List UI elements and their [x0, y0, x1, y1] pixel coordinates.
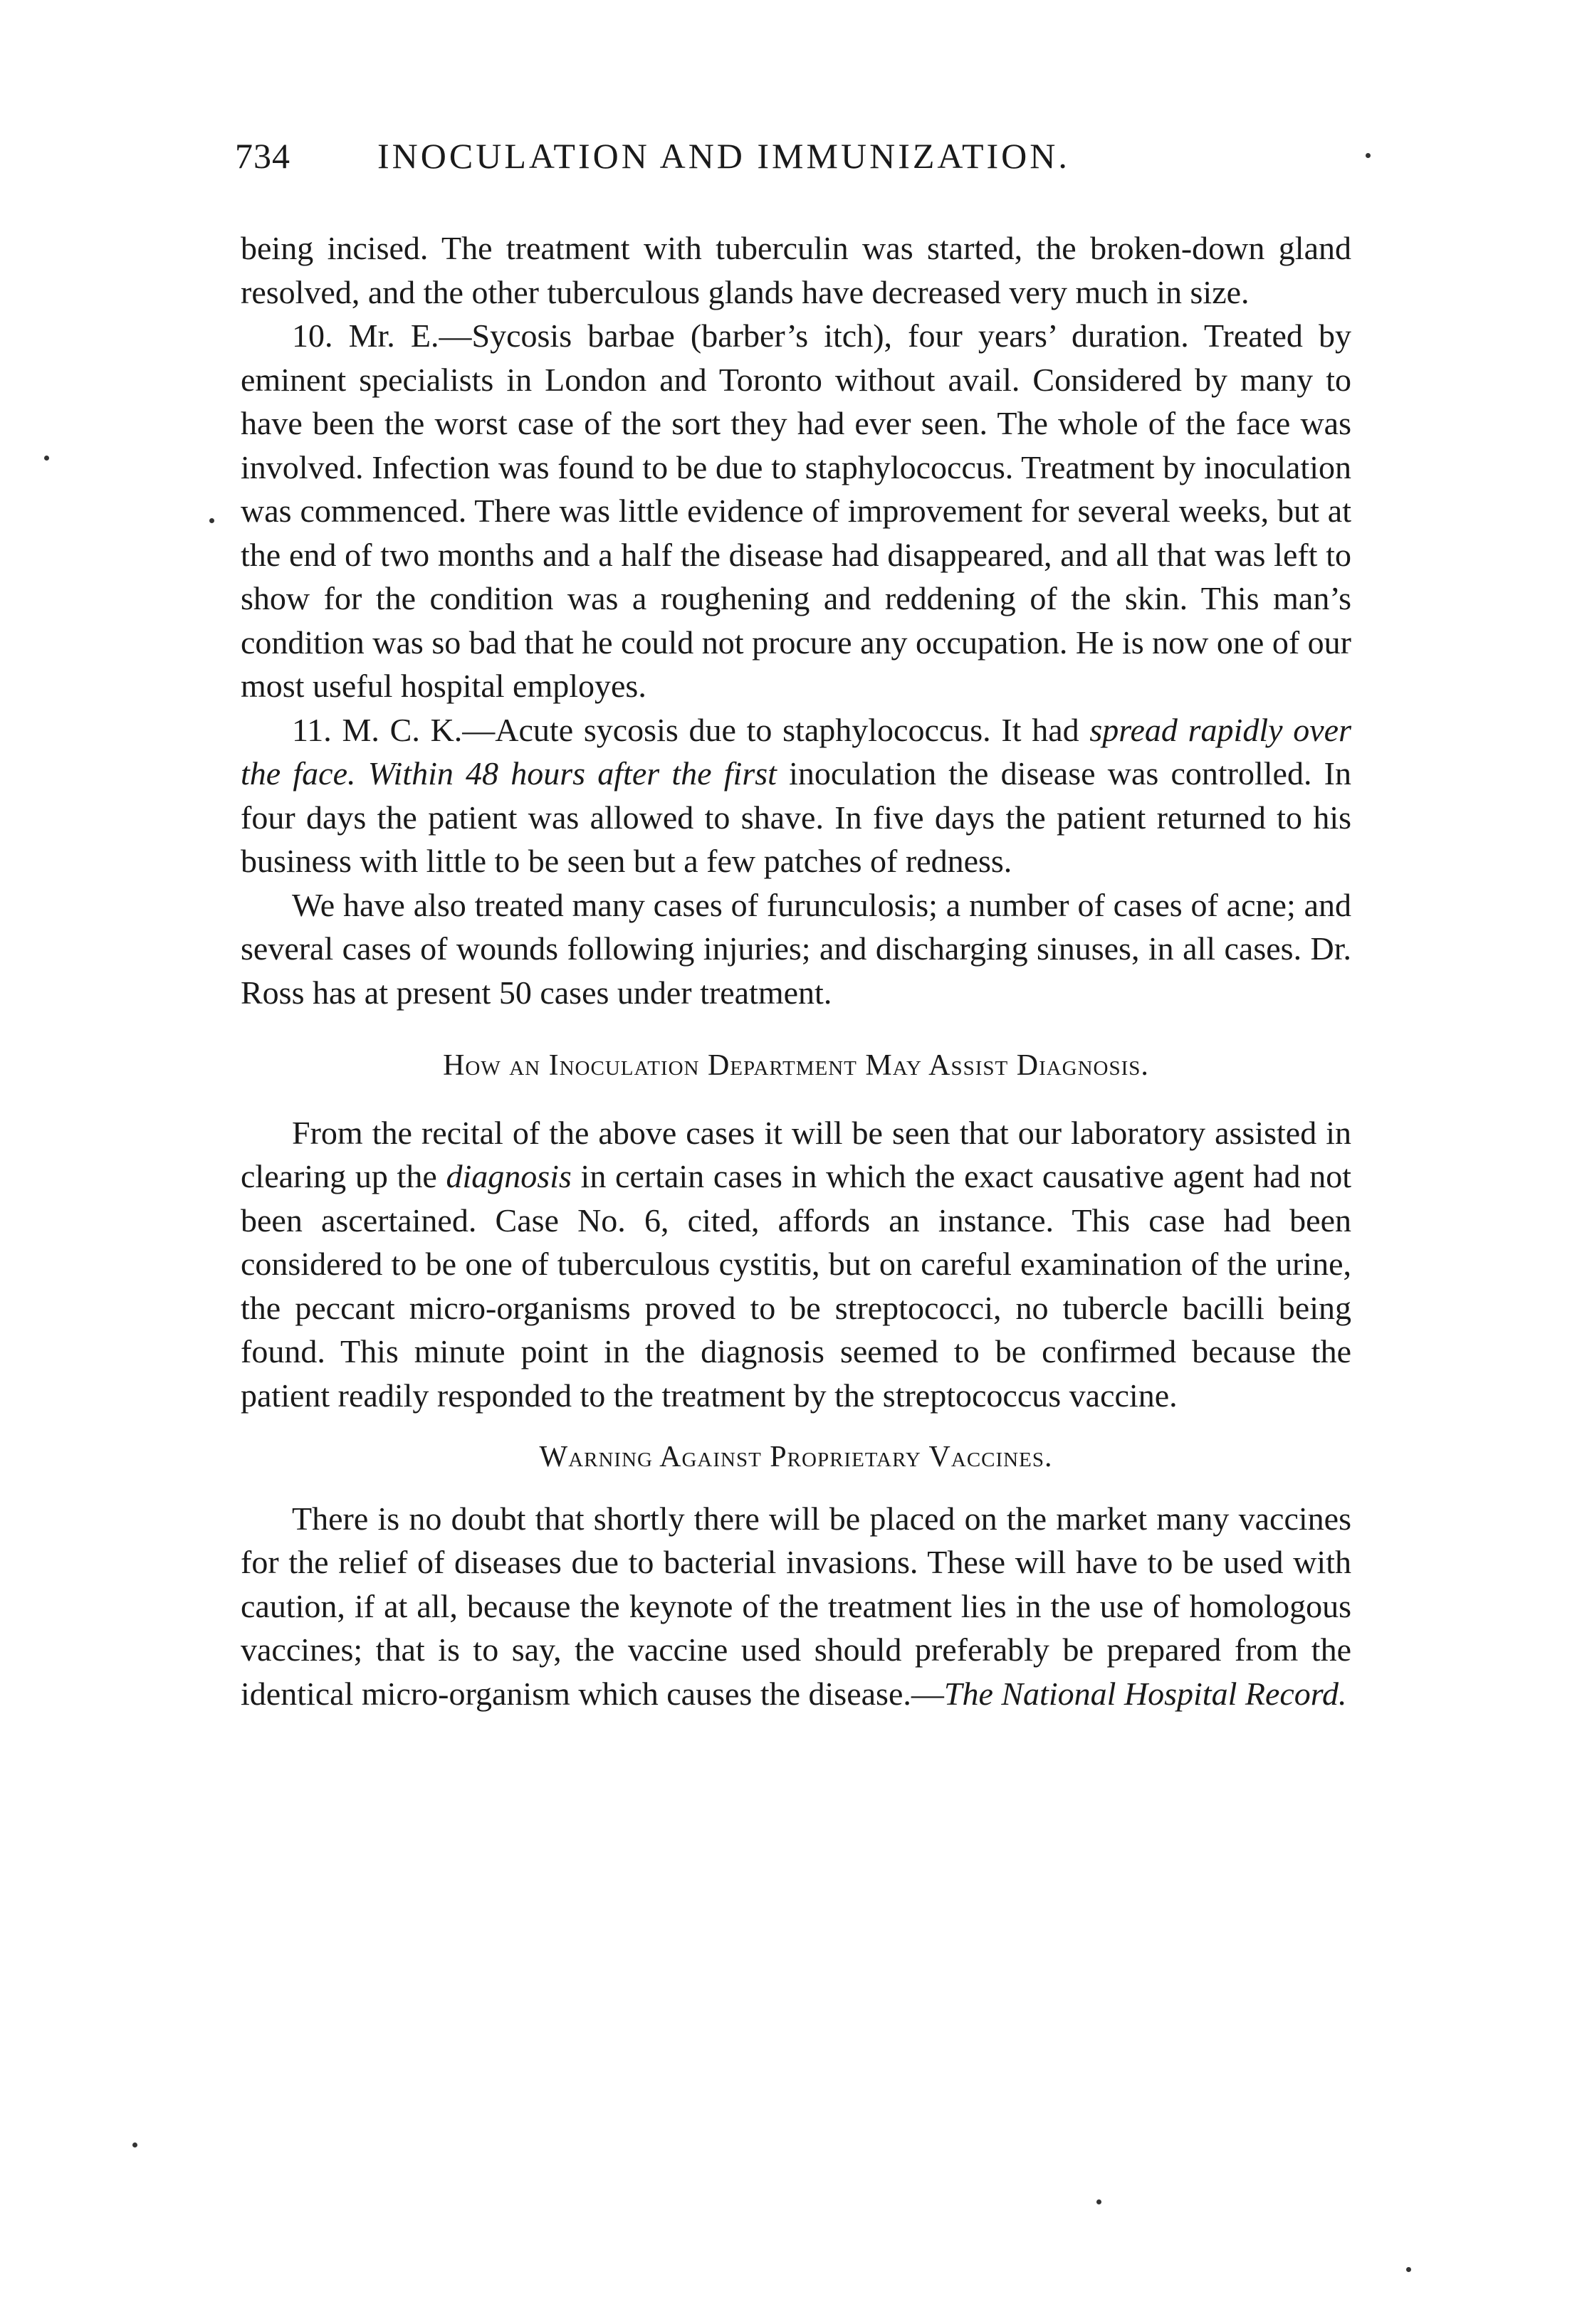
print-speck: [1366, 153, 1371, 158]
page-header: [235, 135, 1374, 199]
warning-heading: Warning Against Proprietary Vaccines.: [539, 1441, 1053, 1473]
page-number: 734: [235, 136, 290, 176]
summary-paragraph: [241, 883, 1351, 1015]
print-speck: [1406, 2267, 1411, 2272]
continuation-text: being incised. The treatment with tuberculin was started, the broken-down gland resolved, and the other tuberculous glands have decreased very much in size.: [241, 230, 1351, 310]
source-citation: The National Hospital Record.: [943, 1675, 1347, 1712]
print-speck: [1096, 2199, 1101, 2204]
print-speck: [132, 2142, 137, 2147]
warning-text: There is no doubt that shortly there will be placed on the market many vaccines for the relief of diseases due to bacterial invasions. These will have to be used with caution, if at all, because the keynote of the treatment lies in the use of homologous vaccines; that is to say, the vaccine used should preferably be prepared from the identical micro-organism which causes the disease.—: [241, 1500, 1351, 1712]
case-11-paragraph: [241, 708, 1351, 883]
diagnosis-italic-word: diagnosis: [446, 1158, 572, 1194]
case-11-number: 11.: [292, 711, 332, 748]
case-10-number: 10.: [292, 317, 333, 354]
diagnosis-heading: How an Inoculation Department May Assist Diagnosis.: [443, 1049, 1149, 1082]
warning-paragraph: [241, 1497, 1351, 1716]
diagnosis-text-end: in certain cases in which the exact causative agent had not been ascertained. Case No. 6, cited, affords an instance. This case had been considered to be one of tuberculous cystitis, but on careful examination of the urine, the peccant micro-organisms proved to be streptococci, no tubercle bacilli being found. This minute point in the diagnosis seemed to be confirmed because the patient readily responded to the treatment by the streptococcus vaccine.: [241, 1158, 1351, 1414]
running-title: INOCULATION AND IMMUNIZATION.: [377, 136, 1070, 176]
diagnosis-paragraph: [241, 1111, 1351, 1418]
print-speck: [44, 456, 49, 461]
case-11-text-end: inoculation the disease was controlled. In four days the patient was allowed to shave. In five days the patient returned to his business with little to be seen but a few patches of redness.: [241, 755, 1351, 879]
case-10-text: Mr. E.—Sycosis barbae (barber’s itch), four years’ duration. Treated by eminent specialists in London and Toronto without avail. Considered by many to have been the worst case of the sort they had ever seen. The whole of the face was involved. Infection was found to be due to staphylococcus. Treatment by inoculation was commenced. There was little evidence of improvement for several weeks, but at the end of two months and a half the disease had disappeared, and all that was left to show for the condition was a roughening and reddening of the skin. This man’s condition was so bad that he could not procure any occupation. He is now one of our most useful hospital employes.: [241, 317, 1352, 704]
diagnosis-text-start: From the recital of the above cases it will be seen that our laboratory assisted in clearing up the: [241, 1114, 1351, 1194]
continuation-paragraph: [241, 226, 1351, 314]
case-11-italic-text: spread rapidly over the face. Within 48 hours after the first: [241, 711, 1351, 792]
case-11-text-start: M. C. K.—Acute sycosis due to staphylococcus. It had: [342, 711, 1090, 748]
body-text: [241, 226, 1351, 1715]
print-speck: [209, 518, 214, 523]
case-10-paragraph: [241, 314, 1351, 708]
summary-text: We have also treated many cases of furunculosis; a number of cases of acne; and several cases of wounds following injuries; and discharging sinuses, in all cases. Dr. Ross has at present 50 cases under treatment.: [241, 886, 1351, 1011]
